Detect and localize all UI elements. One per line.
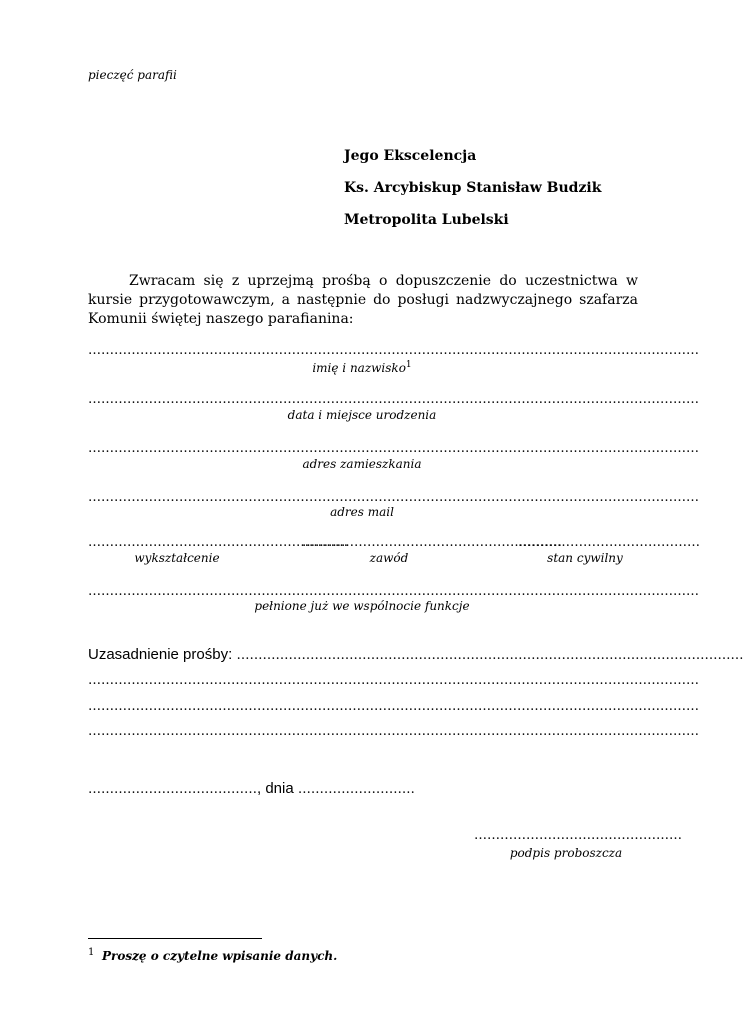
full-name-label: imię i nazwisko$^1$ xyxy=(312,360,412,375)
birth-label: data i miejsce urodzenia xyxy=(287,408,437,422)
address-field[interactable]: …………………………………………………………………………………………………………………………… xyxy=(88,441,699,456)
justification-field-1[interactable]: ……………………………………………………………………………………………………… xyxy=(236,648,743,663)
request-paragraph: Zwracam się z uprzejmą prośbą o dopuszczenie do uczestnictwa w kursie przygotowawczym, a następnie do posługi nadzwyczajnego szafarza Komunii świętej naszego parafianina: xyxy=(88,273,638,327)
footnote xyxy=(88,947,337,963)
profession-label: zawód xyxy=(369,551,409,565)
footnote-text: Proszę o czytelne wpisanie danych. xyxy=(102,949,338,963)
justification-label: Uzasadnienie prośby: xyxy=(88,646,233,663)
addressee-line-1: Jego Ekscelencja xyxy=(344,148,477,164)
full-name-field[interactable]: …………………………………………………………………………………………………………………………… xyxy=(88,343,699,358)
profession-field[interactable]: …………………………………………………… xyxy=(302,535,562,550)
justification-field-4[interactable]: …………………………………………………………………………………………………………………………… xyxy=(88,724,699,739)
education-field[interactable]: …………………………………………………… xyxy=(88,535,348,550)
justification-row xyxy=(88,646,743,663)
marital-status-label: stan cywilny xyxy=(547,551,623,565)
birth-field[interactable]: …………………………………………………………………………………………………………………………… xyxy=(88,392,699,407)
functions-label: pełnione już we wspólnocie funkcje xyxy=(254,599,470,613)
addressee-line-2: Ks. Arcybiskup Stanisław Budzik xyxy=(344,180,602,196)
footnote-number: 1 xyxy=(88,947,95,958)
address-label: adres zamieszkania xyxy=(302,457,422,471)
functions-field[interactable]: …………………………………………………………………………………………………………………………… xyxy=(88,584,699,599)
email-field[interactable]: …………………………………………………………………………………………………………………………… xyxy=(88,490,699,505)
email-label: adres mail xyxy=(330,505,394,519)
signature-field[interactable]: ………………………………………… xyxy=(474,828,682,843)
addressee-line-3: Metropolita Lubelski xyxy=(344,212,509,228)
date-field[interactable]: ……………………… xyxy=(297,782,415,797)
justification-field-3[interactable]: …………………………………………………………………………………………………………………………… xyxy=(88,699,699,714)
signature-label: podpis proboszcza xyxy=(509,846,623,860)
parish-stamp-label: pieczęć parafii xyxy=(88,68,177,82)
justification-field-2[interactable]: …………………………………………………………………………………………………………………………… xyxy=(88,673,699,688)
place-field[interactable]: ………………………………… xyxy=(88,782,257,797)
marital-status-field[interactable]: …………………………………… xyxy=(518,535,700,550)
footnote-divider xyxy=(88,938,262,939)
education-label: wykształcenie xyxy=(134,551,220,565)
dnia-label: , dnia xyxy=(257,780,294,797)
place-date-row xyxy=(88,780,415,797)
